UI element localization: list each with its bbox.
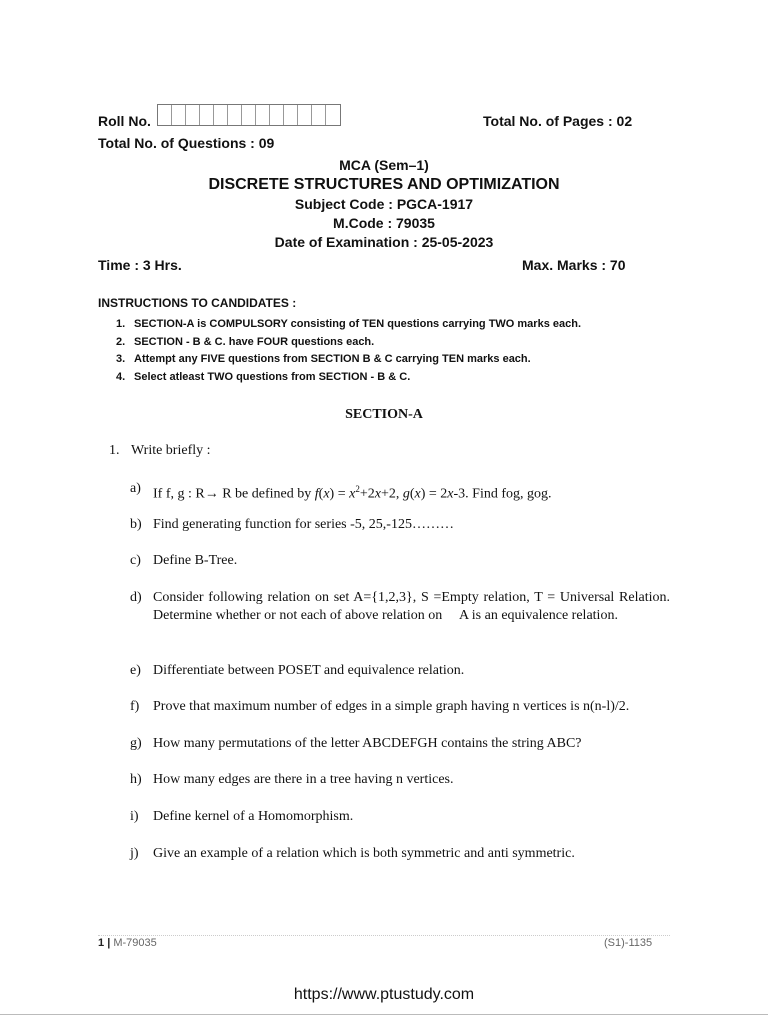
roll-number-box[interactable]	[186, 105, 200, 125]
subquestion-text: If f, g : R→ R be defined by $f(x) = x^2+2x+2$, g(x) = 2x-3. Find fog, gog.	[153, 484, 552, 502]
instruction-number: 1.	[116, 318, 126, 330]
instruction-text: SECTION - B & C. have FOUR questions each.	[134, 335, 375, 348]
instruction-item	[116, 316, 581, 334]
subquestion-e	[130, 662, 670, 680]
instructions-list	[116, 316, 581, 386]
subquestion-letter: d)	[130, 590, 142, 605]
roll-number-box[interactable]	[228, 105, 242, 125]
subquestion-text: Prove that maximum number of edges in a simple graph having n vertices is n(n-l)/2.	[153, 699, 630, 714]
footer-page-info	[98, 937, 157, 949]
roll-number-boxes[interactable]	[157, 104, 341, 126]
subquestion-text: How many edges are there in a tree having n vertices.	[153, 772, 454, 787]
bottom-rule	[0, 1014, 768, 1015]
instruction-item	[116, 334, 581, 352]
subquestion-i	[130, 808, 670, 826]
subject-title: DISCRETE STRUCTURES AND OPTIMIZATION	[208, 176, 560, 193]
roll-number-box[interactable]	[200, 105, 214, 125]
roll-number-box[interactable]	[270, 105, 284, 125]
subquestion-text: Differentiate between POSET and equivalence relation.	[153, 663, 465, 678]
exam-date: Date of Examination : 25-05-2023	[274, 234, 494, 250]
footer-divider	[98, 935, 670, 936]
question-number: 1.	[109, 443, 120, 458]
subquestion-j	[130, 845, 670, 863]
total-pages: Total No. of Pages : 02	[483, 113, 633, 129]
subquestion-letter: j)	[130, 846, 139, 861]
roll-number-box[interactable]	[242, 105, 256, 125]
subquestion-c	[130, 552, 670, 570]
roll-number-box[interactable]	[312, 105, 326, 125]
subquestion-letter: f)	[130, 699, 140, 714]
roll-number-box[interactable]	[158, 105, 172, 125]
page-number: 1	[98, 937, 105, 949]
footer-separator: |	[107, 937, 111, 949]
website-url[interactable]: https://www.ptustudy.com	[293, 986, 475, 1003]
subquestion-text: Define B-Tree.	[153, 553, 238, 568]
subquestion-f	[130, 698, 670, 716]
footer-paper-id: (S1)-1135	[604, 937, 653, 949]
instruction-item	[116, 351, 581, 369]
m-code: M.Code : 79035	[333, 215, 435, 231]
instruction-number: 2.	[116, 335, 126, 348]
roll-number-label: Roll No.	[98, 113, 151, 129]
instruction-number: 4.	[116, 370, 126, 383]
subquestion-letter: h)	[130, 772, 142, 787]
subject-code: Subject Code : PGCA-1917	[294, 196, 474, 212]
exam-time: Time : 3 Hrs.	[98, 257, 182, 273]
subquestion-a	[130, 480, 670, 504]
subquestion-letter: i)	[130, 809, 139, 824]
roll-number-box[interactable]	[256, 105, 270, 125]
total-questions: Total No. of Questions : 09	[98, 135, 275, 151]
subquestion-letter: a)	[130, 481, 141, 496]
section-a-title: SECTION-A	[345, 407, 423, 422]
footer-code: M-79035	[113, 937, 157, 949]
subquestion-text: Consider following relation on set A={1,2,3}, S =Empty relation, T = Universal Relation. Determine whether or not each of above relation on A is an equivalence relation.	[153, 590, 674, 623]
subquestion-h	[130, 771, 670, 789]
subquestion-letter: c)	[130, 553, 141, 568]
subquestion-text: Give an example of a relation which is both symmetric and anti symmetric.	[153, 846, 575, 861]
subquestion-b	[130, 516, 670, 534]
roll-number-box[interactable]	[214, 105, 228, 125]
instruction-item	[116, 369, 581, 387]
subquestion-text: How many permutations of the letter ABCDEFGH contains the string ABC?	[153, 736, 582, 751]
question-1	[109, 443, 211, 459]
roll-number-box[interactable]	[284, 105, 298, 125]
instruction-text: SECTION-A is COMPULSORY consisting of TEN questions carrying TWO marks each.	[134, 318, 582, 330]
roll-number-box[interactable]	[172, 105, 186, 125]
subquestion-d	[130, 589, 674, 625]
subquestion-letter: e)	[130, 663, 141, 678]
subquestion-text: Define kernel of a Homomorphism.	[153, 809, 354, 824]
subquestion-g	[130, 735, 670, 753]
instruction-text: Attempt any FIVE questions from SECTION B & C carrying TEN marks each.	[134, 353, 531, 365]
instruction-text: Select atleast TWO questions from SECTION - B & C.	[134, 370, 411, 383]
course-title: MCA (Sem–1)	[339, 157, 429, 173]
roll-number-box[interactable]	[298, 105, 312, 125]
question-text: Write briefly :	[131, 443, 211, 458]
subquestion-letter: g)	[130, 736, 142, 751]
instructions-heading: INSTRUCTIONS TO CANDIDATES :	[98, 296, 297, 310]
roll-number-box[interactable]	[326, 105, 340, 125]
instruction-number: 3.	[116, 353, 126, 365]
max-marks: Max. Marks : 70	[522, 257, 626, 273]
subquestion-letter: b)	[130, 517, 142, 532]
subquestion-text: Find generating function for series -5, 25,-125………	[153, 517, 454, 532]
